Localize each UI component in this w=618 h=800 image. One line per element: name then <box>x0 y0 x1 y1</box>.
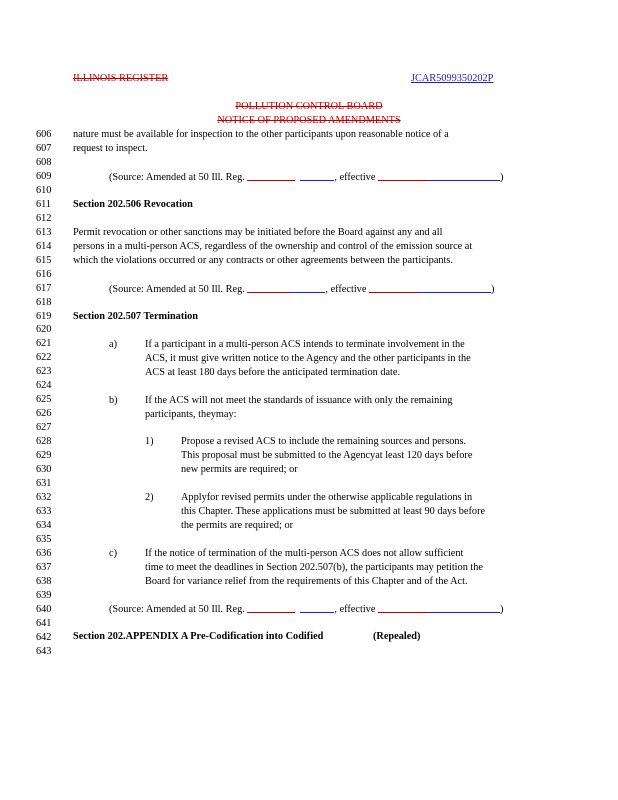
line-number: 636 <box>36 547 52 559</box>
line-number: 622 <box>36 352 52 364</box>
line-number: 632 <box>36 492 52 503</box>
effective-blank <box>378 604 500 613</box>
body-line: If the ACS will not meet the standards of issuance with only the remaining <box>145 395 453 406</box>
line-number: 613 <box>36 226 52 238</box>
line-number: 630 <box>36 464 52 475</box>
body-line: Permit revocation or other sanctions may be initiated before the Board against any and all <box>73 227 443 238</box>
source-label: (Source: Amended at 50 Ill. Reg. <box>109 284 245 295</box>
item-label: b) <box>109 395 118 406</box>
close-paren: ) <box>490 284 495 295</box>
body-line: persons in a multi-person ACS, regardless of the ownership and control of the emission source at <box>73 241 473 252</box>
body-line: new permits are required; or <box>181 464 298 475</box>
section-heading: Section 202.507 Termination <box>73 311 199 322</box>
section-heading: Section 202.APPENDIX A Pre-Codification into Codified <box>73 631 324 642</box>
close-paren: ) <box>499 604 504 615</box>
source-note <box>109 603 503 615</box>
line-number: 643 <box>36 645 52 657</box>
line-number: 631 <box>36 478 52 489</box>
line-number: 624 <box>36 380 52 392</box>
item-label: a) <box>109 339 117 350</box>
item-label: c) <box>109 548 117 559</box>
body-line: which the violations occurred or any contracts or other agreements between the participants. <box>73 255 453 266</box>
source-label: (Source: Amended at 50 Ill. Reg. <box>109 172 245 183</box>
line-number: 627 <box>36 422 52 434</box>
line-number: 626 <box>36 408 52 420</box>
effective-label: , effective <box>334 172 376 183</box>
body-line: the permits are required; or <box>181 520 294 531</box>
line-number: 619 <box>36 310 52 322</box>
line-number: 637 <box>36 561 52 573</box>
effective-blank <box>378 172 500 181</box>
line-number: 634 <box>36 519 52 531</box>
line-number: 610 <box>36 184 52 196</box>
effective-label: , effective <box>334 604 376 615</box>
line-number: 612 <box>36 212 52 224</box>
source-note <box>109 171 503 183</box>
item-label: 1) <box>145 436 154 447</box>
register-blank <box>247 284 325 293</box>
body-line: nature must be available for inspection to the other participants upon reasonable notice of a <box>73 129 449 140</box>
line-number: 608 <box>36 156 52 168</box>
jcar-code: JCAR5099350202P <box>411 73 494 84</box>
body-line: If the notice of termination of the multi-person ACS does not allow sufficient <box>145 548 464 559</box>
line-number: 621 <box>36 338 52 350</box>
register-blank <box>247 604 334 613</box>
body-line: participants, theymay: <box>145 409 237 420</box>
line-number: 611 <box>36 198 52 210</box>
line-number: 618 <box>36 296 52 308</box>
line-number: 641 <box>36 617 52 629</box>
body-line: time to meet the deadlines in Section 202.507(b), the participants may petition the <box>145 562 483 573</box>
item-label: 2) <box>145 492 154 503</box>
line-number: 639 <box>36 589 52 601</box>
body-line: Board for variance relief from the requirements of this Chapter and of the Act. <box>145 576 468 587</box>
repealed-label: (Repealed) <box>373 631 421 642</box>
body-line: This proposal must be submitted to the Agencyat least 120 days before <box>181 450 473 461</box>
notice-title: NOTICE OF PROPOSED AMENDMENTS <box>217 115 401 126</box>
line-number: 623 <box>36 366 52 378</box>
body-line: request to inspect. <box>73 143 148 154</box>
body-line: ACS, it must give written notice to the Agency and the other participants in the <box>145 353 471 364</box>
line-number: 629 <box>36 450 52 462</box>
line-number: 633 <box>36 505 52 517</box>
body-line: If a participant in a multi-person ACS intends to terminate involvement in the <box>145 339 465 350</box>
close-paren: ) <box>499 172 504 183</box>
line-number: 614 <box>36 240 52 252</box>
body-line: ACS at least 180 days before the anticipated termination date. <box>145 367 401 378</box>
register-header: ILLINOIS REGISTER <box>73 73 169 84</box>
body-line: this Chapter. These applications must be submitted at least 90 days before <box>181 506 486 517</box>
line-number: 615 <box>36 254 52 266</box>
line-number: 616 <box>36 268 52 280</box>
line-number: 620 <box>36 324 52 336</box>
line-number: 607 <box>36 143 52 154</box>
line-number: 628 <box>36 436 52 448</box>
line-number: 642 <box>36 631 52 643</box>
source-label: (Source: Amended at 50 Ill. Reg. <box>109 604 245 615</box>
line-number: 609 <box>36 170 52 182</box>
source-note <box>109 283 494 295</box>
line-number: 640 <box>36 603 52 615</box>
line-number: 638 <box>36 575 52 587</box>
effective-label: , effective <box>325 284 367 295</box>
body-line: Applyfor revised permits under the otherwise applicable regulations in <box>181 492 473 503</box>
line-number: 606 <box>36 129 52 140</box>
register-blank <box>247 172 334 181</box>
line-number: 617 <box>36 282 52 294</box>
agency-title: POLLUTION CONTROL BOARD <box>235 101 383 112</box>
line-number: 635 <box>36 533 52 545</box>
line-number: 625 <box>36 394 52 406</box>
section-heading: Section 202.506 Revocation <box>73 199 193 210</box>
effective-blank <box>369 284 491 293</box>
body-line: Propose a revised ACS to include the remaining sources and persons. <box>181 436 467 447</box>
